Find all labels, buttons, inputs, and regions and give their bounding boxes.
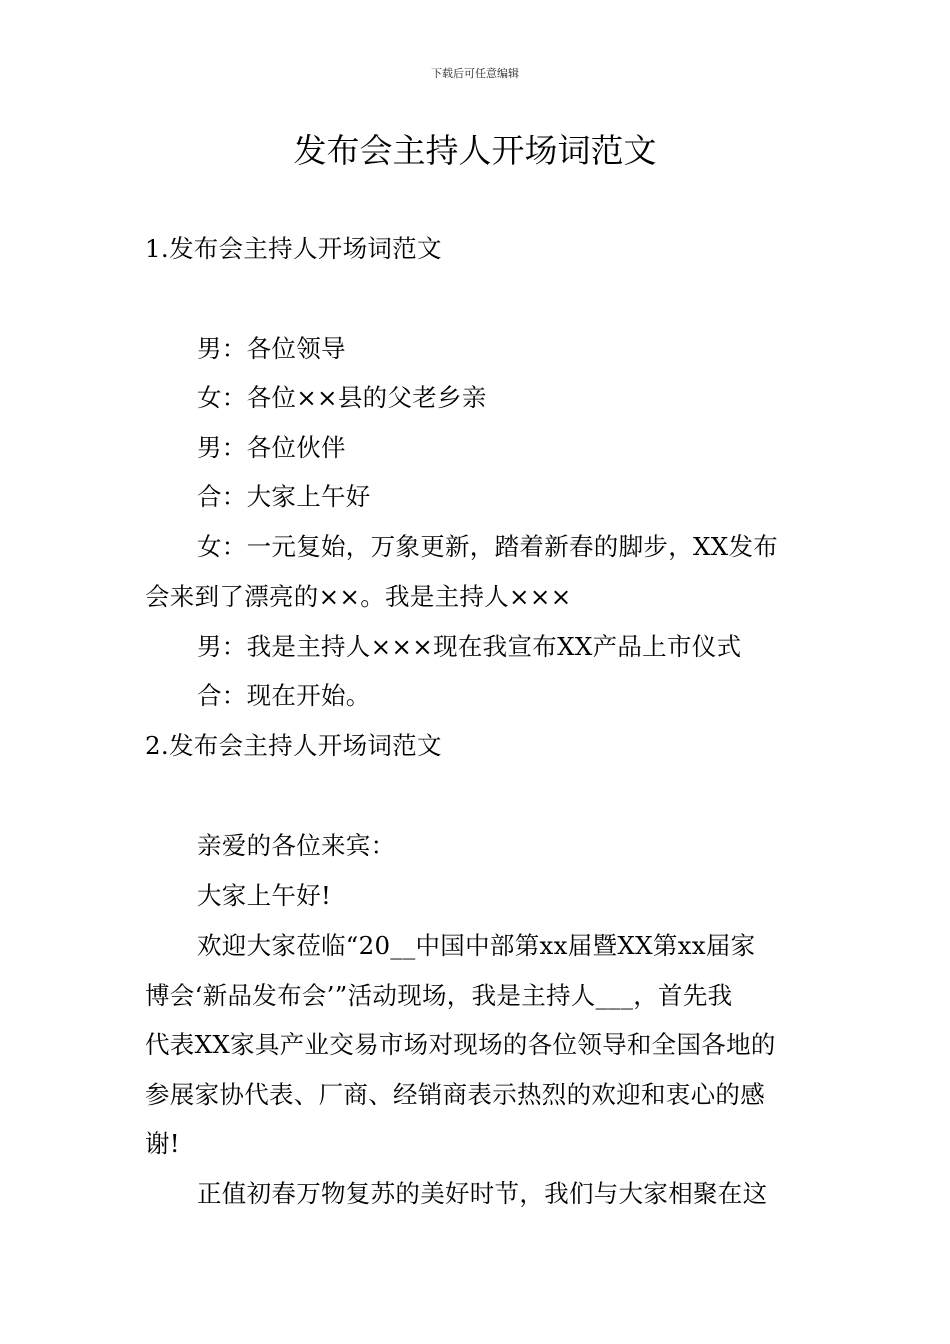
paragraph-line: 谢! <box>145 1129 180 1158</box>
paragraph-line: 参展家协代表、厂商、经销商表示热烈的欢迎和衷心的感 <box>145 1080 765 1109</box>
paragraph-line: 正值初春万物复苏的美好时节，我们与大家相聚在这 <box>197 1179 768 1208</box>
paragraph-line: 亲爱的各位来宾： <box>197 831 396 860</box>
paragraph-line: 合：大家上午好 <box>197 482 371 511</box>
section-heading-2: 2.发布会主持人开场词范文 <box>145 731 442 760</box>
paragraph-line: 女：各位××县的父老乡亲 <box>197 383 487 412</box>
paragraph-line: 男：各位领导 <box>197 334 346 363</box>
paragraph-line: 大家上午好! <box>197 881 332 910</box>
paragraph-line: 欢迎大家莅临“20__中国中部第xx届暨XX第xx届家 <box>197 931 756 960</box>
paragraph-line: 代表XX家具产业交易市场对现场的各位领导和全国各地的 <box>145 1030 776 1059</box>
paragraph-line: 男：我是主持人×××现在我宣布XX产品上市仪式 <box>197 632 742 661</box>
document-title: 发布会主持人开场词范文 <box>293 131 657 170</box>
paragraph-line: 女：一元复始，万象更新，踏着新春的脚步，XX发布 <box>197 532 779 561</box>
paragraph-line: 男：各位伙伴 <box>197 433 346 462</box>
paragraph-line: 博会‘新品发布会’”活动现场，我是主持人___，首先我 <box>145 981 733 1010</box>
header-note: 下载后可任意编辑 <box>431 67 519 80</box>
section-heading-1: 1.发布会主持人开场词范文 <box>145 234 442 263</box>
paragraph-line: 会来到了漂亮的××。我是主持人××× <box>145 582 572 611</box>
paragraph-line: 合：现在开始。 <box>197 681 371 710</box>
